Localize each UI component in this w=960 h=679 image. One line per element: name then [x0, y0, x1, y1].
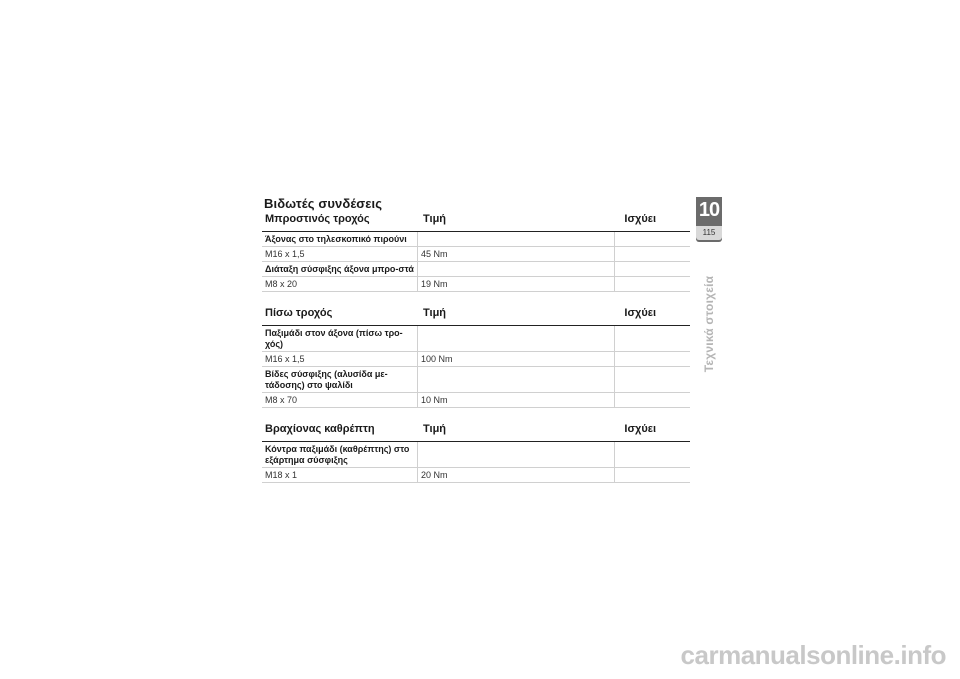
torque-value: 100 Nm — [417, 352, 614, 366]
table-row — [262, 442, 690, 468]
item-label: Άξονας στο τηλεσκοπικό πιρούνι — [265, 234, 407, 244]
table-row — [262, 247, 690, 262]
item-label: Κόντρα παξιμάδι (καθρέπτης) στο εξάρτημα σύσφιξης — [265, 444, 410, 465]
table-row — [262, 277, 690, 292]
thread-spec: M18 x 1 — [265, 470, 298, 480]
section-name: Πίσω τροχός — [265, 307, 333, 319]
table-row — [262, 326, 690, 352]
item-label: Διάταξη σύσφιξης άξονα μπρο-στά — [265, 264, 414, 274]
thread-spec: M8 x 20 — [265, 279, 298, 289]
section-name: Βραχίονας καθρέπτη — [265, 423, 375, 435]
table-row — [262, 352, 690, 367]
table-row — [262, 367, 690, 393]
page-title: Βιδωτές συνδέσεις — [264, 196, 383, 211]
section-header-rear-wheel — [262, 301, 690, 326]
section-header-mirror-arm — [262, 417, 690, 442]
thread-spec: M16 x 1,5 — [265, 354, 305, 364]
table-row — [262, 393, 690, 408]
section-name: Μπροστινός τροχός — [265, 213, 370, 225]
torque-value: 19 Nm — [417, 277, 614, 291]
item-label: Παξιμάδι στον άξονα (πίσω τρο-χός) — [265, 328, 403, 349]
torque-value: 10 Nm — [417, 393, 614, 407]
thread-spec: M8 x 70 — [265, 395, 298, 405]
value-column-header: Τιμή — [423, 423, 447, 435]
chapter-badge — [696, 197, 722, 242]
page-number: 115 — [696, 226, 722, 240]
valid-column-header: Ισχύει — [624, 307, 656, 319]
table-row — [262, 262, 690, 277]
watermark: carmanualsonline.info — [680, 640, 946, 670]
item-label: Βίδες σύσφιξης (αλυσίδα με-τάδοσης) στο ψαλίδι — [265, 369, 388, 390]
chapter-number: 10 — [698, 199, 720, 221]
valid-column-header: Ισχύει — [624, 213, 656, 225]
value-column-header: Τιμή — [423, 213, 447, 225]
valid-column-header: Ισχύει — [624, 423, 656, 435]
torque-spec-table — [262, 207, 690, 483]
thread-spec: M16 x 1,5 — [265, 249, 305, 259]
torque-value: 20 Nm — [417, 468, 614, 482]
torque-value: 45 Nm — [417, 247, 614, 261]
chapter-side-label: Τεχνικά στοιχεία — [702, 275, 716, 373]
table-row — [262, 232, 690, 247]
value-column-header: Τιμή — [423, 307, 447, 319]
section-header-front-wheel — [262, 207, 690, 232]
table-row — [262, 468, 690, 483]
